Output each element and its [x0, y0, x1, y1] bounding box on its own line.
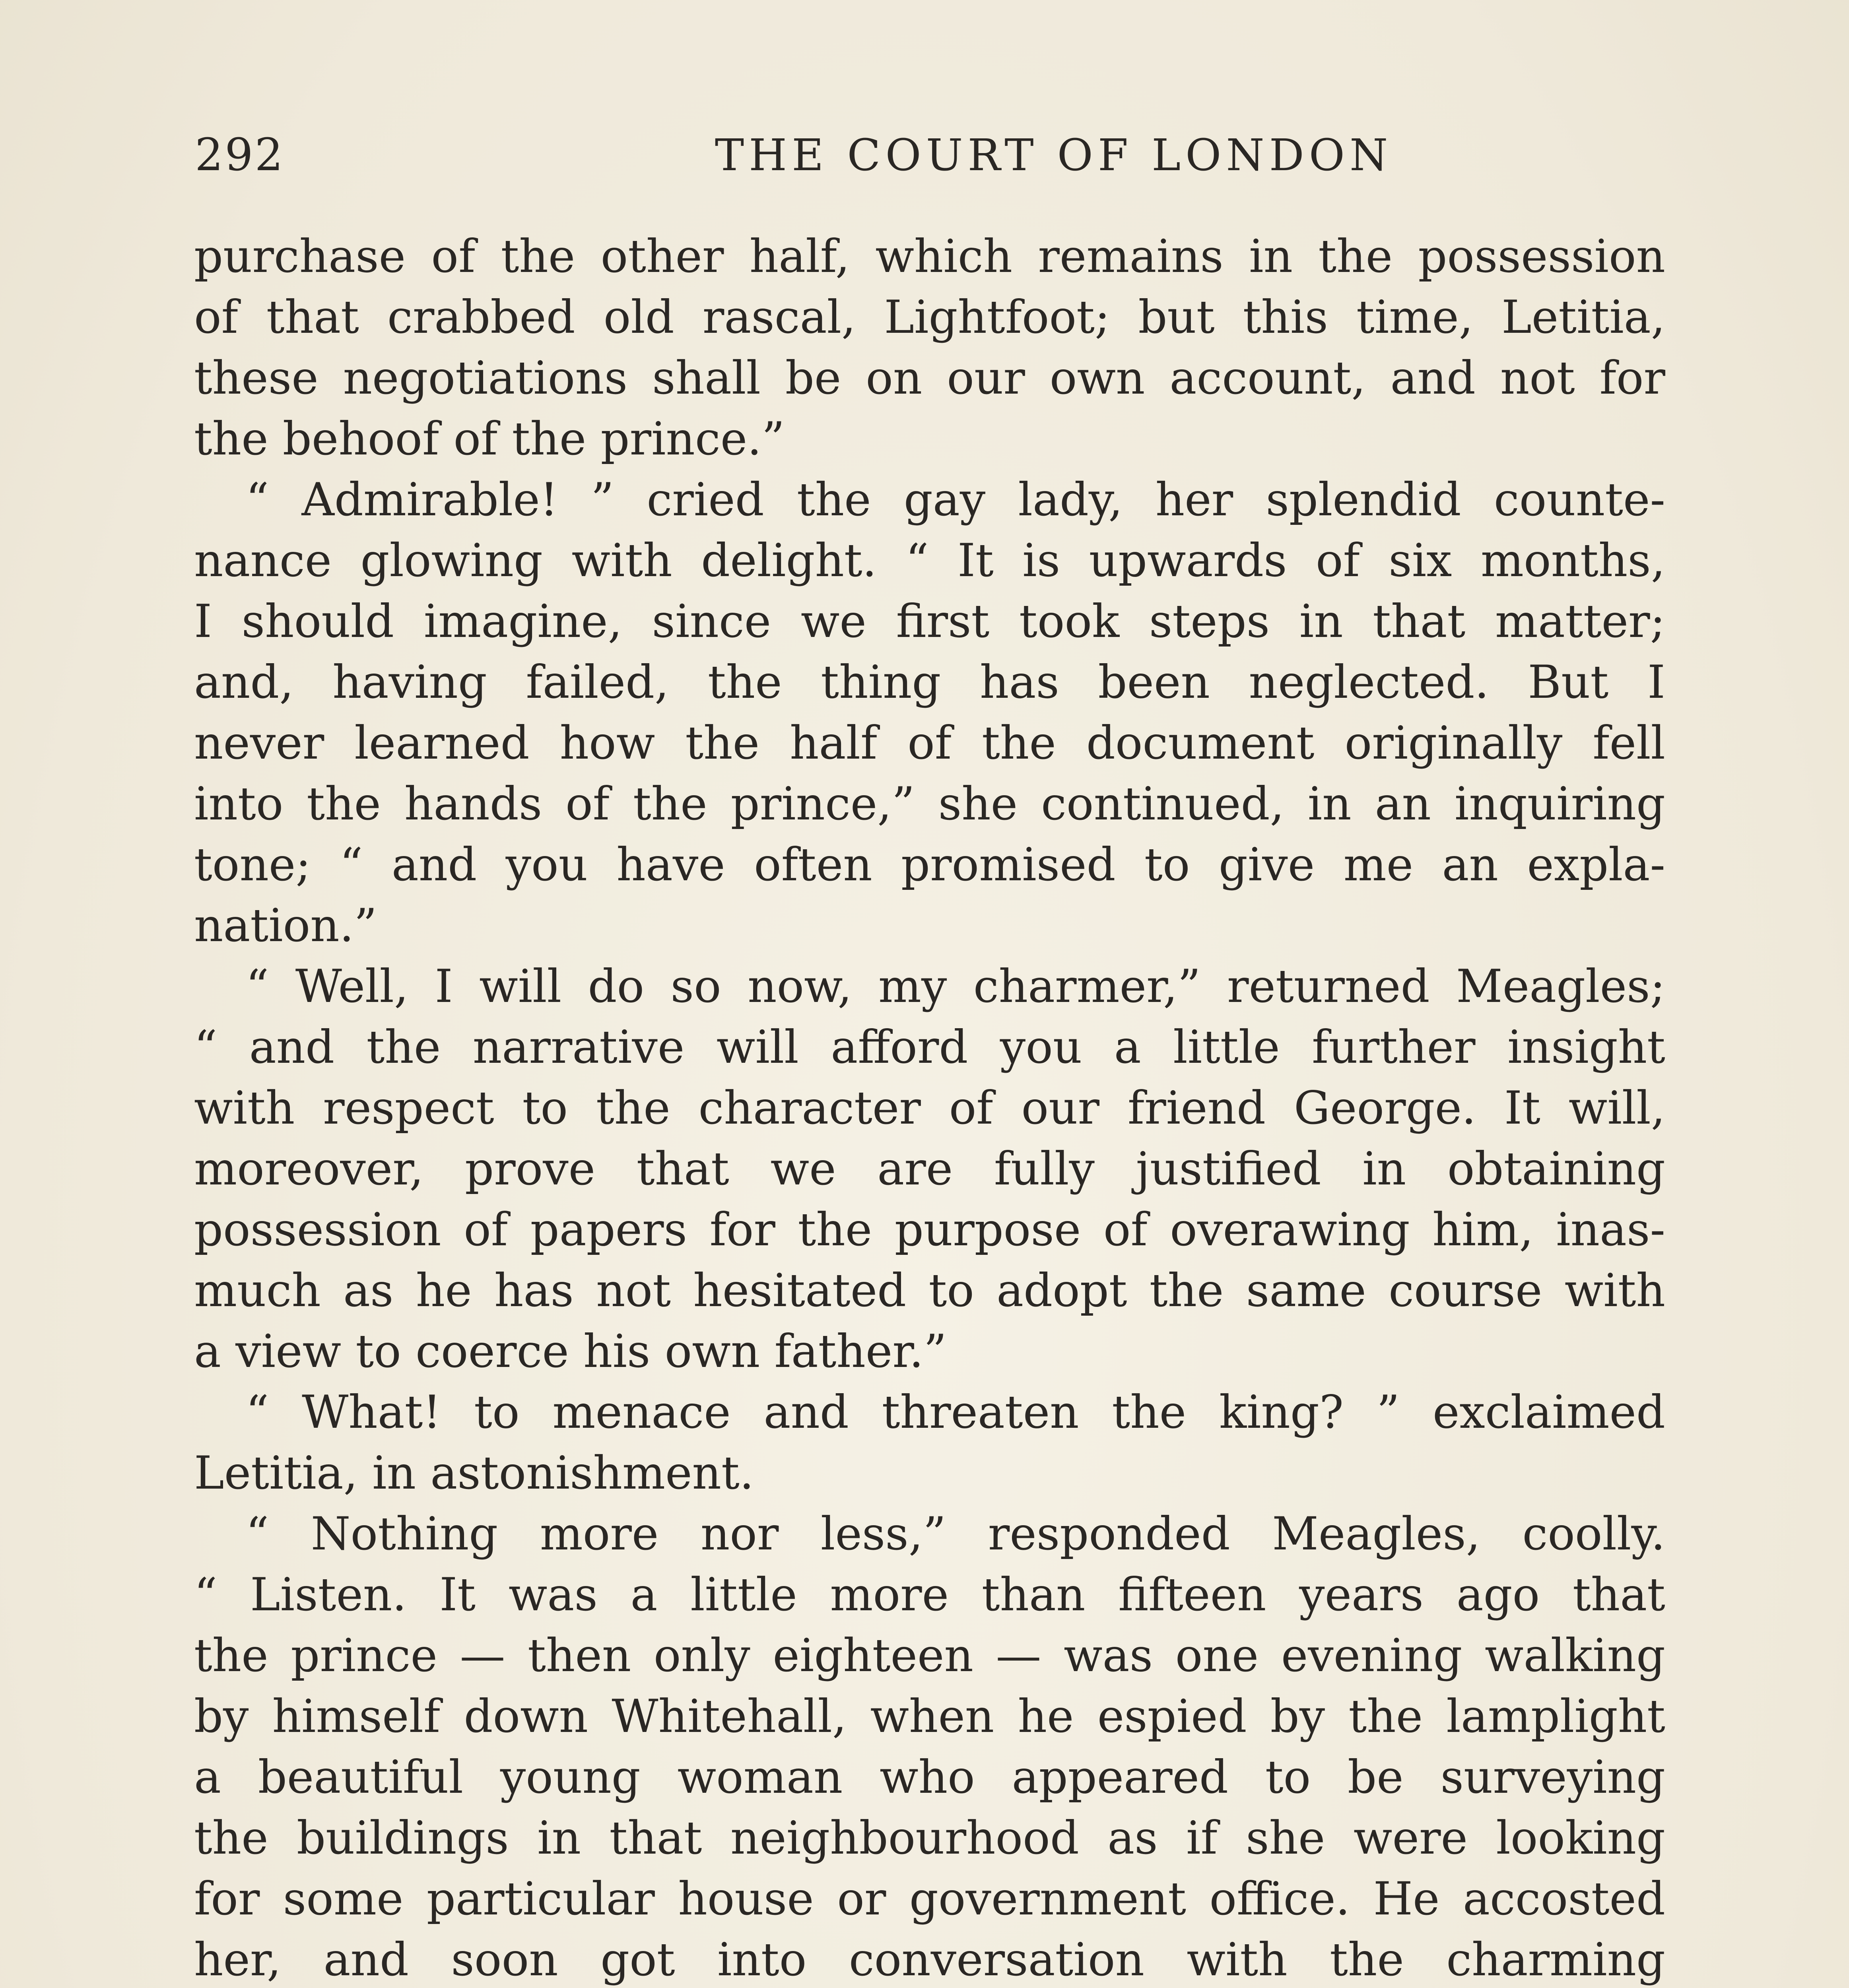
- running-title: THE COURT OF LONDON: [715, 130, 1393, 181]
- text-line: by himself down Whitehall, when he espied by the lamplight: [194, 1690, 1665, 1743]
- text-line: Letitia, in astonishment.: [194, 1446, 754, 1499]
- text-line: the behoof of the prince.”: [194, 412, 785, 465]
- text-line: purchase of the other half, which remains in the possession: [194, 230, 1665, 283]
- text-line: the prince — then only eighteen — was one evening walking: [194, 1629, 1665, 1682]
- text-line: for some particular house or government office. He accosted: [194, 1872, 1665, 1925]
- text-line: “ Listen. It was a little more than fifteen years ago that: [194, 1568, 1665, 1621]
- text-line: much as he has not hesitated to adopt the same course with: [194, 1264, 1665, 1317]
- text-line: with respect to the character of our friend George. It will,: [194, 1081, 1665, 1134]
- text-line: and, having failed, the thing has been neglected. But I: [194, 656, 1665, 709]
- text-line: of that crabbed old rascal, Lightfoot; but this time, Letitia,: [194, 291, 1665, 344]
- running-head: [195, 127, 1658, 183]
- text-line: “ What! to menace and threaten the king? ” exclaimed: [246, 1386, 1665, 1439]
- page-number: 292: [195, 129, 285, 181]
- text-line: possession of papers for the purpose of overawing him, inas-: [194, 1203, 1665, 1256]
- text-line: moreover, prove that we are fully justified in obtaining: [194, 1142, 1665, 1195]
- text-line: a beautiful young woman who appeared to be surveying: [194, 1751, 1665, 1804]
- text-line: her, and soon got into conversation with the charming: [194, 1933, 1665, 1986]
- text-line: tone; “ and you have often promised to give me an expla-: [194, 838, 1665, 891]
- text-line: “ and the narrative will afford you a little further insight: [194, 1021, 1665, 1074]
- text-line: “ Nothing more nor less,” responded Meagles, coolly.: [246, 1507, 1665, 1560]
- body-text: [194, 226, 1665, 1988]
- text-line: “ Well, I will do so now, my charmer,” returned Meagles;: [246, 960, 1665, 1013]
- text-line: I should imagine, since we first took steps in that matter;: [194, 595, 1665, 648]
- text-line: “ Admirable! ” cried the gay lady, her splendid counte-: [246, 473, 1665, 526]
- text-line: nation.”: [194, 899, 377, 952]
- text-line: nance glowing with delight. “ It is upwards of six months,: [194, 534, 1665, 587]
- text-line: the buildings in that neighbourhood as if she were looking: [194, 1811, 1665, 1864]
- text-line: into the hands of the prince,” she continued, in an inquiring: [194, 777, 1665, 830]
- text-line: these negotiations shall be on our own account, and not for: [194, 351, 1665, 404]
- text-line: a view to coerce his own father.”: [194, 1325, 947, 1378]
- text-line: never learned how the half of the document originally fell: [194, 716, 1665, 769]
